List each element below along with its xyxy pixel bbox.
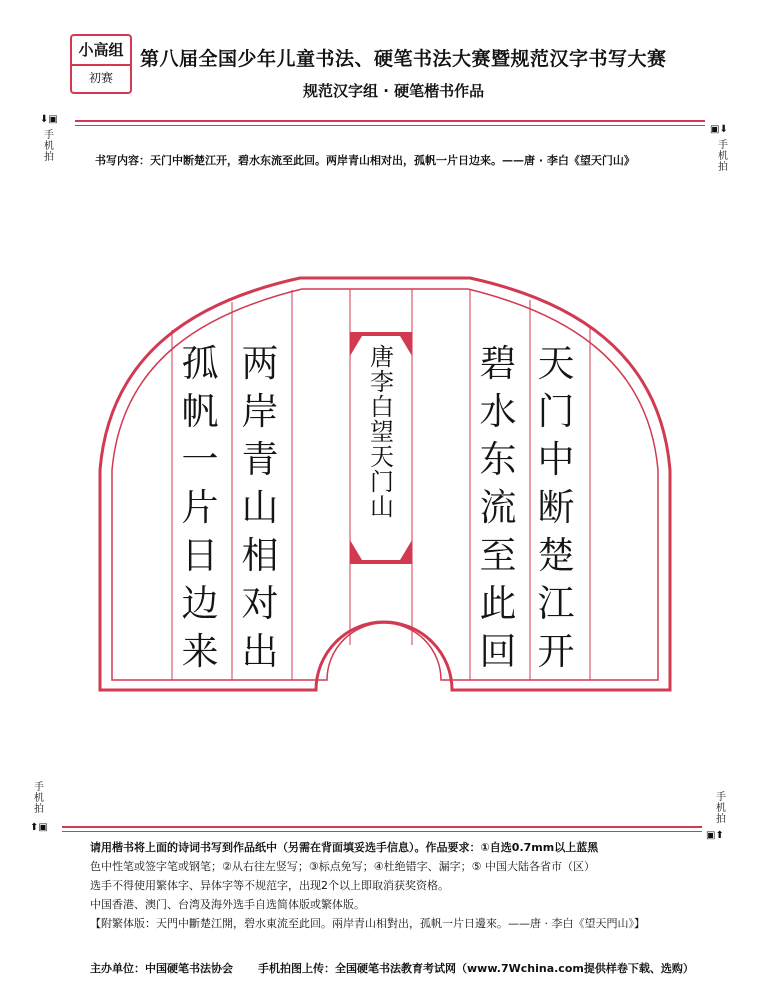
poem-char: 一 bbox=[181, 438, 219, 481]
bottom-rule bbox=[62, 826, 702, 828]
page-subtitle: 规范汉字组 · 硬笔楷书作品 bbox=[303, 82, 485, 100]
attribution-char: 唐 bbox=[370, 343, 394, 371]
camera-marker-top-left: ⬇▣ bbox=[40, 114, 58, 125]
poem-char: 水 bbox=[479, 390, 517, 433]
camera-marker-bottom-right: ▣⬆ bbox=[706, 830, 724, 841]
poem-char: 东 bbox=[479, 438, 517, 481]
poem-char: 出 bbox=[241, 630, 279, 673]
poem-char: 青 bbox=[241, 438, 279, 481]
instruction-line-1: 请用楷书将上面的诗词书写到作品纸中（另需在背面填妥选手信息）。作品要求：①自选0.7mm以上蓝黑 bbox=[90, 841, 599, 854]
poem-char: 碧 bbox=[479, 342, 517, 385]
poem-char: 日 bbox=[181, 534, 219, 577]
instruction-line-4: 中国香港、澳门、台湾及海外选手自选简体版或繁体版。 bbox=[90, 898, 365, 911]
poem-char: 断 bbox=[537, 486, 575, 529]
poem-char: 楚 bbox=[537, 534, 575, 577]
organizer-text: 主办单位：中国硬笔书法协会 bbox=[90, 962, 233, 975]
camera-marker-top-right: ▣⬇ bbox=[710, 124, 728, 135]
poem-char: 回 bbox=[479, 630, 517, 673]
photo-label-top-left: 手机拍 bbox=[44, 130, 54, 163]
poem-char: 江 bbox=[537, 582, 575, 625]
poem-column-2 bbox=[474, 340, 522, 676]
instructions bbox=[90, 838, 710, 933]
poem-char: 流 bbox=[479, 486, 517, 529]
badge-group-label: 小高组 bbox=[72, 36, 130, 66]
badge-round-label: 初赛 bbox=[88, 71, 113, 85]
writing-content: 书写内容：天门中断楚江开，碧水东流至此回。两岸青山相对出，孤帆一片日边来。——唐 · 李白《望天门山》 bbox=[95, 154, 635, 167]
upload-info: 手机拍图上传：全国硬笔书法教育考试网（www.7Wchina.com提供样卷下载、选购） bbox=[258, 962, 694, 975]
poem-char: 天 bbox=[537, 342, 575, 385]
attribution-char: 门 bbox=[370, 468, 394, 496]
poem-char: 山 bbox=[241, 486, 279, 529]
poem-char: 开 bbox=[537, 630, 575, 673]
camera-marker-bottom-left: ⬆▣ bbox=[30, 822, 48, 833]
poem-column-1 bbox=[532, 340, 580, 676]
attribution-char: 李 bbox=[370, 368, 394, 396]
poem-char: 相 bbox=[241, 534, 279, 577]
poem-char: 对 bbox=[241, 582, 279, 625]
page-title: 第八届全国少年儿童书法、硬笔书法大赛暨规范汉字书写大赛 bbox=[140, 48, 667, 70]
poem-char: 岸 bbox=[241, 390, 279, 433]
attribution-char: 望 bbox=[370, 418, 394, 446]
poem-char: 门 bbox=[537, 390, 575, 433]
poem-char: 帆 bbox=[181, 390, 219, 433]
photo-label-bottom-left: 手机拍 bbox=[34, 782, 44, 815]
attribution-char: 天 bbox=[370, 443, 394, 471]
instruction-line-3: 选手不得使用繁体字、异体字等不规范字，出现2个以上即取消获奖资格。 bbox=[90, 879, 449, 892]
poem-char: 来 bbox=[181, 630, 219, 673]
poem-char: 边 bbox=[181, 582, 219, 625]
poem-char: 中 bbox=[537, 438, 575, 481]
instruction-line-2: 色中性笔或签字笔或钢笔；②从右往左竖写；③标点免写；④杜绝错字、漏字；⑤ 中国大陆各省市（区） bbox=[90, 860, 595, 873]
photo-label-bottom-right: 手机拍 bbox=[716, 792, 726, 825]
poem-char: 此 bbox=[479, 582, 517, 625]
instruction-line-5: 【附繁体版：天門中斷楚江開，碧水東流至此回。兩岸青山相對出，孤帆一片日邊來。——唐 · 李白《望天門山》】 bbox=[90, 917, 645, 930]
attribution-char: 白 bbox=[370, 393, 394, 421]
poem-column-4 bbox=[176, 340, 224, 676]
photo-label-top-right: 手机拍 bbox=[718, 140, 728, 173]
poem-char: 孤 bbox=[181, 342, 219, 385]
attribution-char: 山 bbox=[370, 493, 394, 521]
bottom-rule-thin bbox=[62, 831, 702, 832]
poem-column-3 bbox=[236, 340, 284, 676]
poem-attribution bbox=[355, 345, 409, 520]
poem-char: 两 bbox=[241, 342, 279, 385]
poem-char: 至 bbox=[479, 534, 517, 577]
poem-char: 片 bbox=[181, 486, 219, 529]
